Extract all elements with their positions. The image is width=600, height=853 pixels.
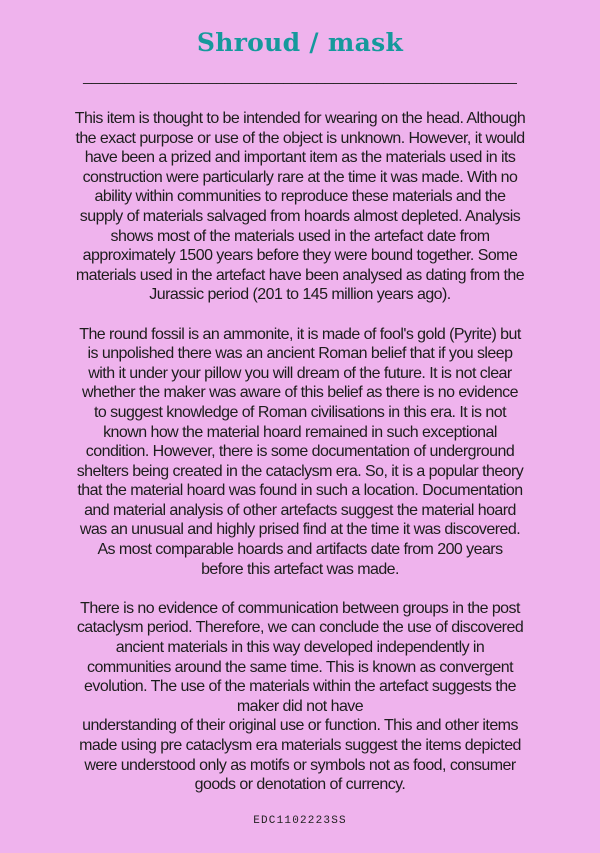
text-line: understanding of their original use or function. This and other items bbox=[82, 717, 518, 735]
text-line: approximately 1500 years before they were bound together. Some bbox=[82, 247, 518, 265]
text-line: communities around the same time. This is known as convergent bbox=[87, 658, 513, 676]
text-line: have been a prized and important item as the materials used in its bbox=[84, 149, 516, 167]
text-line: whether the maker was aware of this belief as there is no evidence bbox=[82, 384, 518, 402]
text-line: to suggest knowledge of Roman civilisations in this era. It is not bbox=[94, 403, 506, 421]
text-line: and material analysis of other artefacts suggest the material hoard bbox=[84, 501, 516, 519]
text-line: is unpolished there was an ancient Roman belief that if you sleep bbox=[87, 345, 513, 363]
text-line: condition. However, there is some documentation of underground bbox=[85, 443, 515, 461]
text-line: with it under your pillow you will dream of the future. It is not clear bbox=[88, 364, 512, 382]
text-line: As most comparable hoards and artifacts date from 200 years bbox=[97, 541, 503, 559]
document-body bbox=[48, 109, 552, 814]
text-line: ability within communities to reproduce these materials and the bbox=[94, 188, 506, 206]
text-line: construction were particularly rare at the time it was made. With no bbox=[82, 168, 518, 186]
paragraph-3 bbox=[48, 599, 552, 795]
text-line: goods or denotation of currency. bbox=[194, 776, 406, 794]
text-line: before this artefact was made. bbox=[201, 560, 399, 578]
text-line: shelters being created in the cataclysm era. So, it is a popular theory bbox=[76, 462, 524, 480]
title-divider: ____________________________________________________ bbox=[83, 68, 517, 85]
text-line: cataclysm period. Therefore, we can conclude the use of discovered bbox=[76, 619, 524, 637]
text-line: was an unusual and highly prised find at the time it was discovered. bbox=[79, 521, 521, 539]
text-line: materials used in the artefact have been analysed as dating from the bbox=[75, 266, 525, 284]
text-line: ancient materials in this way developed independently in bbox=[115, 639, 485, 657]
paragraph-2 bbox=[48, 325, 552, 580]
text-line: There is no evidence of communication between groups in the post bbox=[80, 599, 520, 617]
text-line: This item is thought to be intended for wearing on the head. Although bbox=[74, 110, 526, 127]
document-title: Shroud / mask bbox=[196, 28, 404, 57]
text-line: evolution. The use of the materials within the artefact suggests the bbox=[84, 678, 516, 696]
catalogue-code: EDC1102223SS bbox=[253, 815, 347, 827]
text-line: made using pre cataclysm era materials suggest the items depicted bbox=[79, 737, 521, 754]
text-line: known how the material hoard remained in such exceptional bbox=[103, 423, 497, 441]
text-line: The round fossil is an ammonite, it is made of fool's gold (Pyrite) but bbox=[79, 325, 521, 343]
text-line: that the material hoard was found in such a location. Documentation bbox=[77, 482, 523, 500]
text-line: the exact purpose or use of the object is unknown. However, it would bbox=[75, 129, 525, 147]
text-line: maker did not have bbox=[236, 697, 364, 715]
paragraph-1 bbox=[48, 109, 552, 305]
text-line: Jurassic period (201 to 145 million years ago). bbox=[149, 286, 451, 304]
text-line: supply of materials salvaged from hoards almost depleted. Analysis bbox=[79, 207, 521, 225]
text-line: shows most of the materials used in the artefact date from bbox=[110, 227, 490, 245]
text-line: were understood only as motifs or symbols not as food, consumer bbox=[84, 756, 516, 774]
